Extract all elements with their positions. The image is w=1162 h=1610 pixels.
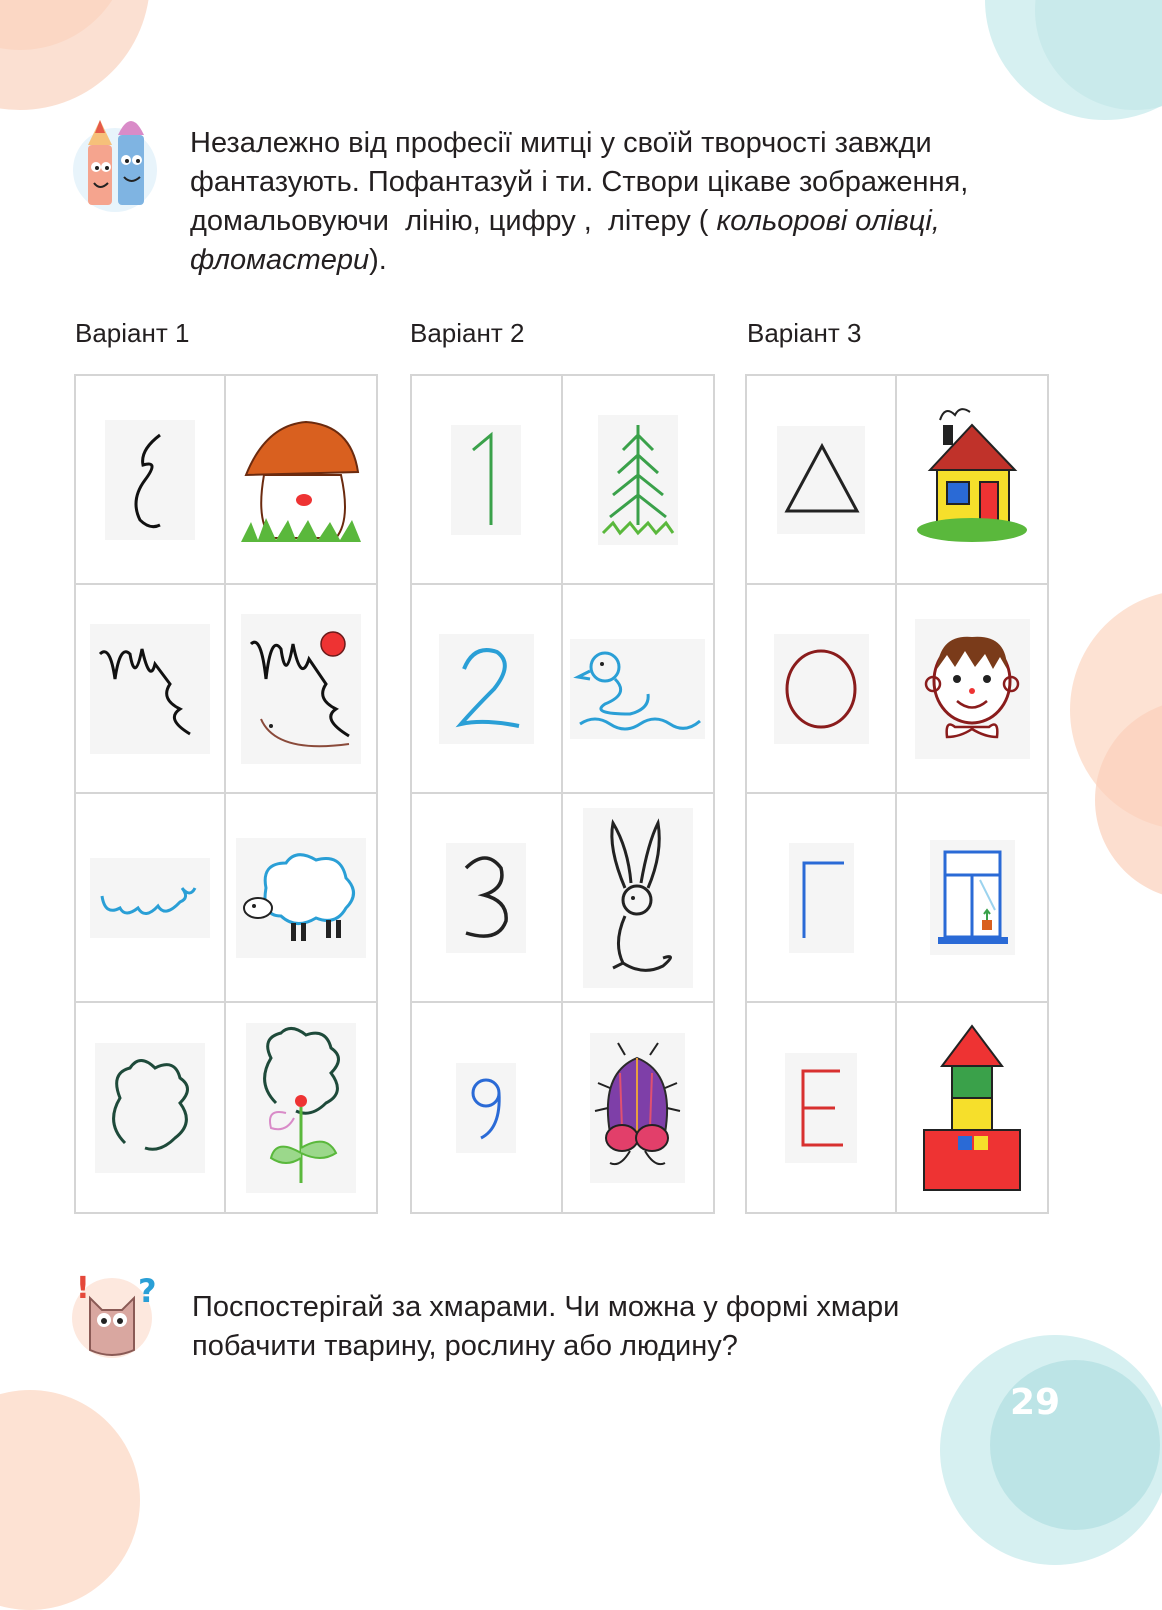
letter-ye-drawing (785, 1053, 857, 1163)
variant-2-row-4-shape (412, 1003, 563, 1212)
variant-2-row-2-shape (412, 585, 563, 794)
digit-one-drawing (451, 425, 521, 535)
fir-tree-drawing (598, 415, 678, 545)
block-tower-drawing (916, 1018, 1028, 1198)
variant-1-row-2-result (226, 585, 376, 794)
letter-a-drawing (777, 426, 865, 534)
variant-1-row-4-shape (76, 1003, 226, 1212)
variant-2-row-2-result (563, 585, 714, 794)
owl-question-icon (70, 1270, 165, 1360)
variant-2-row-4-result (563, 1003, 714, 1212)
question-line-1: Поспостерігай за хмарами. Чи можна у формі хмари (192, 1291, 900, 1323)
mushroom-drawing (236, 410, 366, 550)
boy-face-drawing (915, 619, 1030, 759)
task-line-2: фантазують. Пофантазуй і ти. Створи цікаве зображення, (190, 166, 969, 198)
variant-1-row-1-shape (76, 376, 226, 585)
variant-1-label: Варіант 1 (75, 318, 190, 348)
duck-drawing (570, 639, 705, 739)
variant-2-grid (410, 374, 715, 1214)
variant-3-row-1-shape (747, 376, 897, 585)
variant-2-row-1-result (563, 376, 714, 585)
task-instruction (190, 124, 1070, 280)
squiggle-line-drawing (105, 420, 195, 540)
variant-2-row-1-shape (412, 376, 563, 585)
variant-1-grid (74, 374, 378, 1214)
variant-3-row-4-shape (747, 1003, 897, 1212)
page-number: 29 (1010, 1382, 1061, 1423)
digit-three-drawing (446, 843, 526, 953)
variant-1-row-3-result (226, 794, 376, 1003)
digit-two-drawing (439, 634, 534, 744)
letter-ge-drawing (789, 843, 854, 953)
variant-3-row-4-result (897, 1003, 1047, 1212)
digit-nine-drawing (456, 1063, 516, 1153)
variant-3-row-3-shape (747, 794, 897, 1003)
window-drawing (930, 840, 1015, 955)
decor-circle-bottom-left (0, 1390, 140, 1610)
task-line-3: домальовуючи лінію, цифру , літеру ( (190, 205, 717, 237)
variant-1-row-1-result (226, 376, 376, 585)
variant-3-row-2-shape (747, 585, 897, 794)
variant-3-row-1-result (897, 376, 1047, 585)
letter-o-drawing (774, 634, 869, 744)
variant-3-row-3-result (897, 794, 1047, 1003)
variant-3-grid (745, 374, 1049, 1214)
flower-drawing (246, 1023, 356, 1193)
hedgehog-drawing (241, 614, 361, 764)
variant-3-row-2-result (897, 585, 1047, 794)
zigzag-line-drawing (90, 624, 210, 754)
pencil-brush-characters-icon (70, 105, 160, 215)
task-line-1: Незалежно від професії митці у своїй творчості завжди (190, 127, 932, 159)
svg-text:?: ? (138, 1272, 157, 1310)
variant-2-row-3-result (563, 794, 714, 1003)
question-line-2: побачити тварину, рослину або людину? (192, 1330, 738, 1362)
variant-1-row-3-shape (76, 794, 226, 1003)
beetle-drawing (590, 1033, 685, 1183)
variant-2-label: Варіант 2 (410, 318, 525, 348)
rabbit-drawing (583, 808, 693, 988)
house-drawing (915, 400, 1030, 560)
task-line-4-italic: фломастери (190, 244, 370, 276)
task-line-4-tail: ). (369, 244, 387, 276)
observation-question (192, 1288, 1052, 1366)
svg-text:!: ! (76, 1271, 90, 1306)
variant-3-label: Варіант 3 (747, 318, 862, 348)
variant-1-row-4-result (226, 1003, 376, 1212)
variant-2-row-3-shape (412, 794, 563, 1003)
loopy-line-drawing (95, 1043, 205, 1173)
wave-line-drawing (90, 858, 210, 938)
sheep-drawing (236, 838, 366, 958)
task-line-3-italic: кольорові олівці, (716, 205, 940, 237)
variant-1-row-2-shape (76, 585, 226, 794)
